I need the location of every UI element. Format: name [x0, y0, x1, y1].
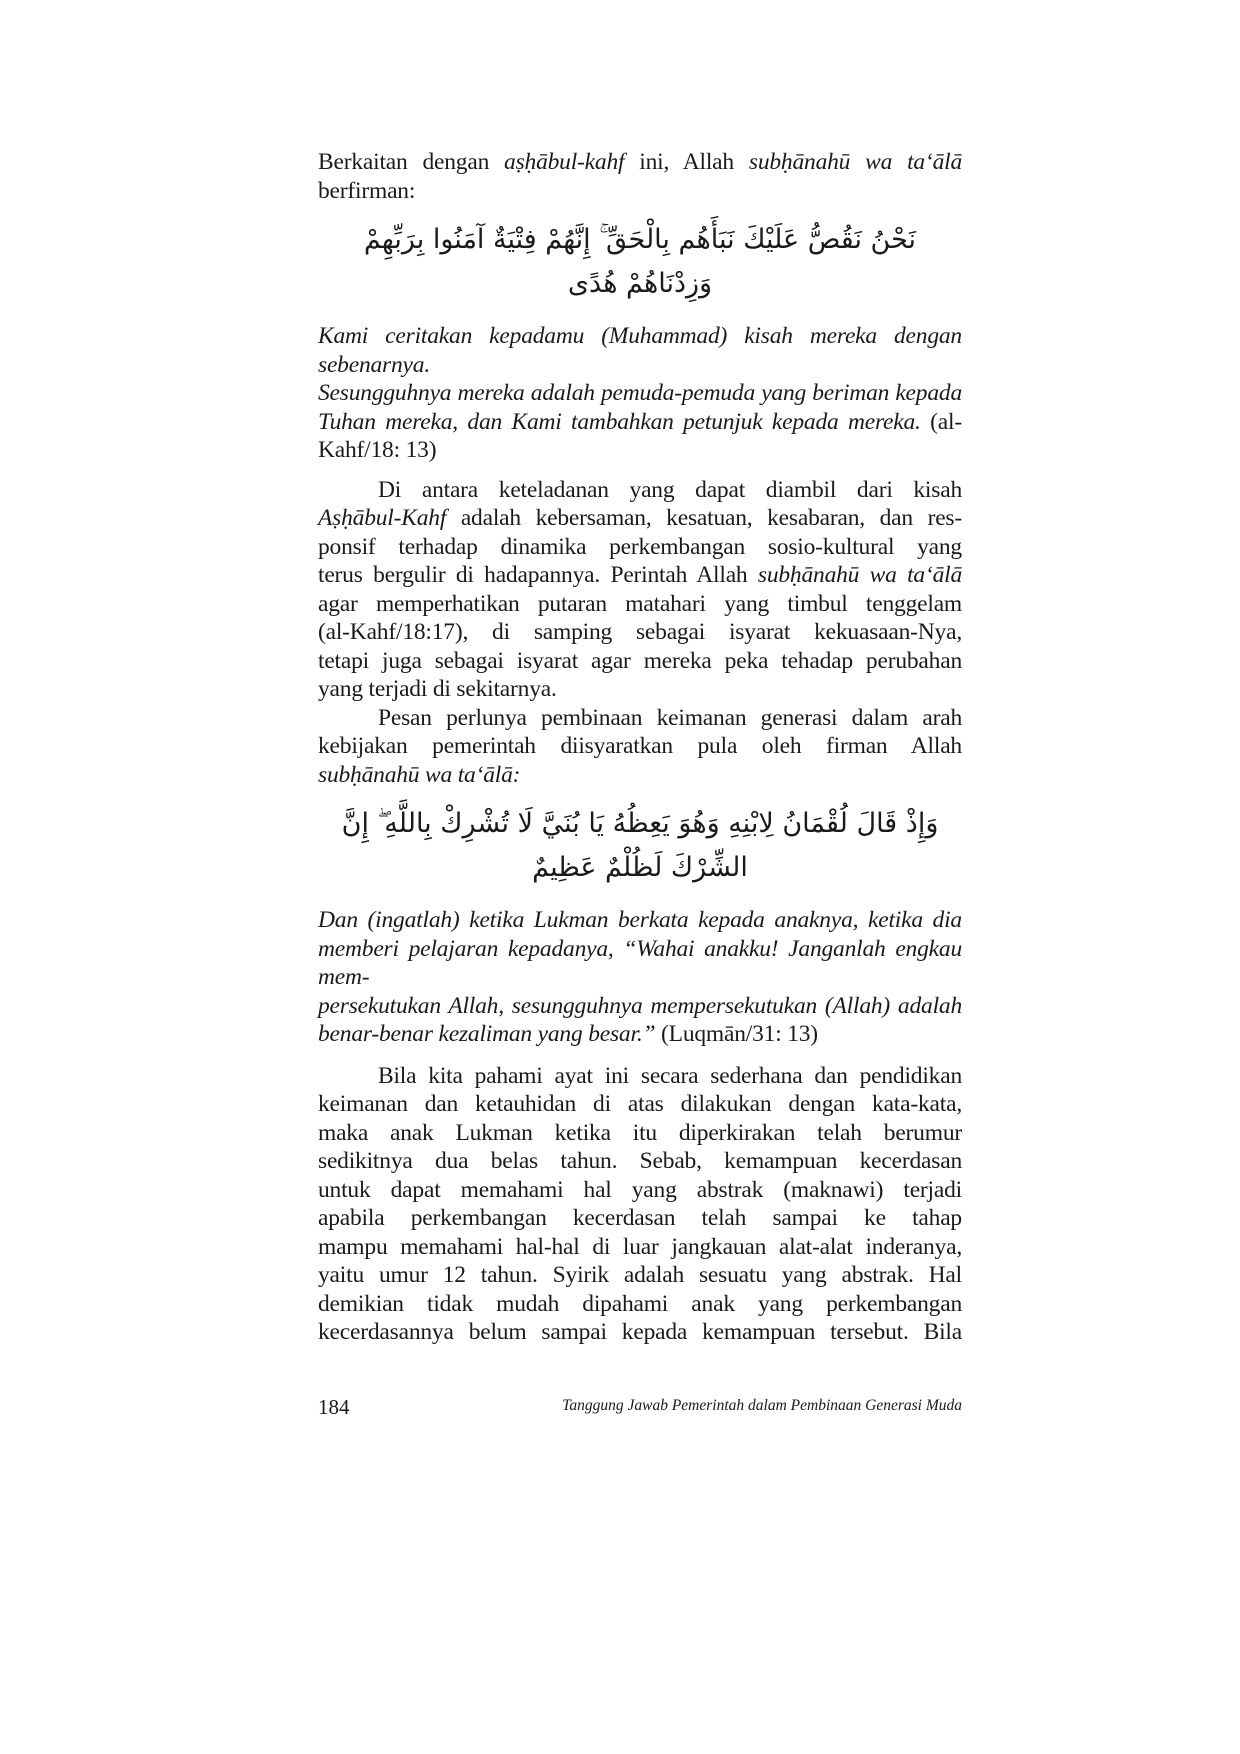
text-line [318, 1147, 962, 1176]
text-line [318, 1176, 962, 1205]
italic-text: Aṣḥābul-Kahf [318, 505, 447, 531]
text: keimanan dan ketauhidan di atas dilakukan dengan kata-kata, [318, 1091, 962, 1117]
text-line [318, 1090, 962, 1119]
text: kecerdasannya belum sampai kepada kemampuan tersebut. Bila [318, 1319, 962, 1345]
text: mampu memahami hal-hal di luar jangkauan alat-alat inderanya, [318, 1233, 962, 1260]
text-line [318, 1062, 962, 1091]
text-line [318, 1020, 962, 1049]
italic-text: Kami ceritakan kepadamu (Muhammad) kisah mereka dengan sebenarnya. [318, 323, 962, 378]
text-line [318, 1233, 962, 1262]
text: agar memperhatikan putaran matahari yang timbul tenggelam [318, 590, 962, 617]
translation-luqman [318, 906, 962, 1049]
italic-text: Dan (ingatlah) ketika Lukman berkata kepada anaknya, ketika dia [318, 907, 962, 933]
text: Bila kita pahami ayat ini secara sederhana dan pendidikan [378, 1062, 962, 1089]
text-line [318, 992, 962, 1021]
italic-text: Sesungguhnya mereka adalah pemuda-pemuda yang beriman kepada [318, 380, 962, 406]
text: maka anak Lukman ketika itu diperkirakan telah berumur [318, 1119, 962, 1146]
text-line [318, 148, 962, 177]
page-footer [318, 1395, 962, 1427]
text: tetapi juga sebagai isyarat agar mereka peka tehadap perubahan [318, 647, 962, 674]
text-line [318, 1290, 962, 1319]
paragraph-pesan [318, 704, 962, 790]
text: Kahf/18: 13) [318, 437, 437, 463]
text-line [318, 590, 962, 619]
italic-text: subḥānahū wa ta‘ālā: [318, 761, 521, 788]
text: apabila perkembangan kecerdasan telah sampai ke tahap [318, 1205, 962, 1231]
text-line [318, 732, 962, 761]
arabic-verse-kahf: نَحْنُ نَقُصُّ عَلَيْكَ نَبَأَهُم بِالْحَقِّ ۚ إِنَّهُمْ فِتْيَةٌ آمَنُوا بِرَبِّهِمْ وَزِدْنَاهُمْ هُدًى [363, 224, 917, 299]
paragraph-keteladanan [318, 476, 962, 704]
text: sedikitnya dua belas tahun. Sebab, kemampuan kecerdasan [318, 1148, 962, 1174]
italic-text: subḥānahū wa ta‘ālā [748, 149, 962, 175]
text-line [318, 618, 962, 647]
italic-text: subḥānahū wa ta‘ālā [757, 562, 963, 588]
text-line [318, 1261, 962, 1290]
text-line [318, 1204, 962, 1233]
text-line [318, 561, 962, 590]
italic-text: memberi pelajaran kepadanya, “Wahai anakku! Janganlah engkau mem- [318, 935, 962, 990]
text: Di antara keteladanan yang dapat diambil dari kisah [378, 476, 962, 503]
italic-text: benar-benar kezaliman yang besar.” [318, 1021, 656, 1047]
text-line [318, 476, 962, 505]
text: (Luqmān/31: 13) [655, 1021, 818, 1047]
text-line [318, 1119, 962, 1148]
text: adalah kebersaman, kesatuan, kesabaran, dan res- [446, 505, 962, 531]
text: berfirman: [318, 177, 416, 204]
text-line [318, 675, 962, 704]
running-title: Tanggung Jawab Pemerintah dalam Pembinaan Generasi Muda [562, 1396, 962, 1414]
text: (al- [920, 408, 962, 435]
text-line [318, 322, 962, 379]
text: (al-Kahf/18:17), di samping sebagai isyarat kekuasaan-Nya, [318, 619, 962, 645]
page-body [318, 148, 962, 1427]
italic-text: persekutukan Allah, sesungguhnya mempersekutukan (Allah) adalah [318, 992, 962, 1019]
text-line [318, 906, 962, 935]
text-line [318, 533, 962, 562]
text-line [318, 1318, 962, 1347]
translation-kahf [318, 322, 962, 465]
text: terus bergulir di hadapannya. Perintah Allah [318, 562, 758, 588]
text: Berkaitan dengan [318, 149, 505, 175]
text-line [318, 504, 962, 533]
text-line [318, 436, 962, 465]
italic-text: aṣḥābul-kahf [504, 149, 625, 175]
text-line [318, 935, 962, 992]
text-line [318, 647, 962, 676]
text: Pesan perlunya pembinaan keimanan generasi dalam arah [378, 704, 962, 731]
text-line [318, 761, 962, 790]
text-line [318, 177, 962, 206]
text: demikian tidak mudah dipahami anak yang perkembangan [318, 1290, 962, 1317]
paragraph-intro [318, 148, 962, 205]
text: ini, Allah [624, 149, 749, 175]
arabic-verse-luqman: وَإِذْ قَالَ لُقْمَانُ لِابْنِهِ وَهُوَ يَعِظُهُ يَا بُنَيَّ لَا تُشْرِكْ بِاللَّهِ ۖ إِنَّ الشِّرْكَ لَظُلْمٌ عَظِيمٌ [341, 808, 939, 883]
text: ponsif terhadap dinamika perkembangan sosio-kultural yang [318, 533, 962, 560]
italic-text: Tuhan mereka, dan Kami tambahkan petunjuk kepada mereka. [318, 408, 921, 435]
page-number: 184 [318, 1394, 350, 1419]
text: yang terjadi di sekitarnya. [318, 676, 557, 702]
text-line [318, 379, 962, 408]
text: kebijakan pemerintah diisyaratkan pula oleh firman Allah [318, 733, 962, 759]
text: yaitu umur 12 tahun. Syirik adalah sesuatu yang abstrak. Hal [318, 1262, 962, 1288]
text-line [318, 704, 962, 733]
paragraph-bila [318, 1062, 962, 1347]
text: untuk dapat memahami hal yang abstrak (maknawi) terjadi [318, 1176, 962, 1203]
text-line [318, 408, 962, 437]
